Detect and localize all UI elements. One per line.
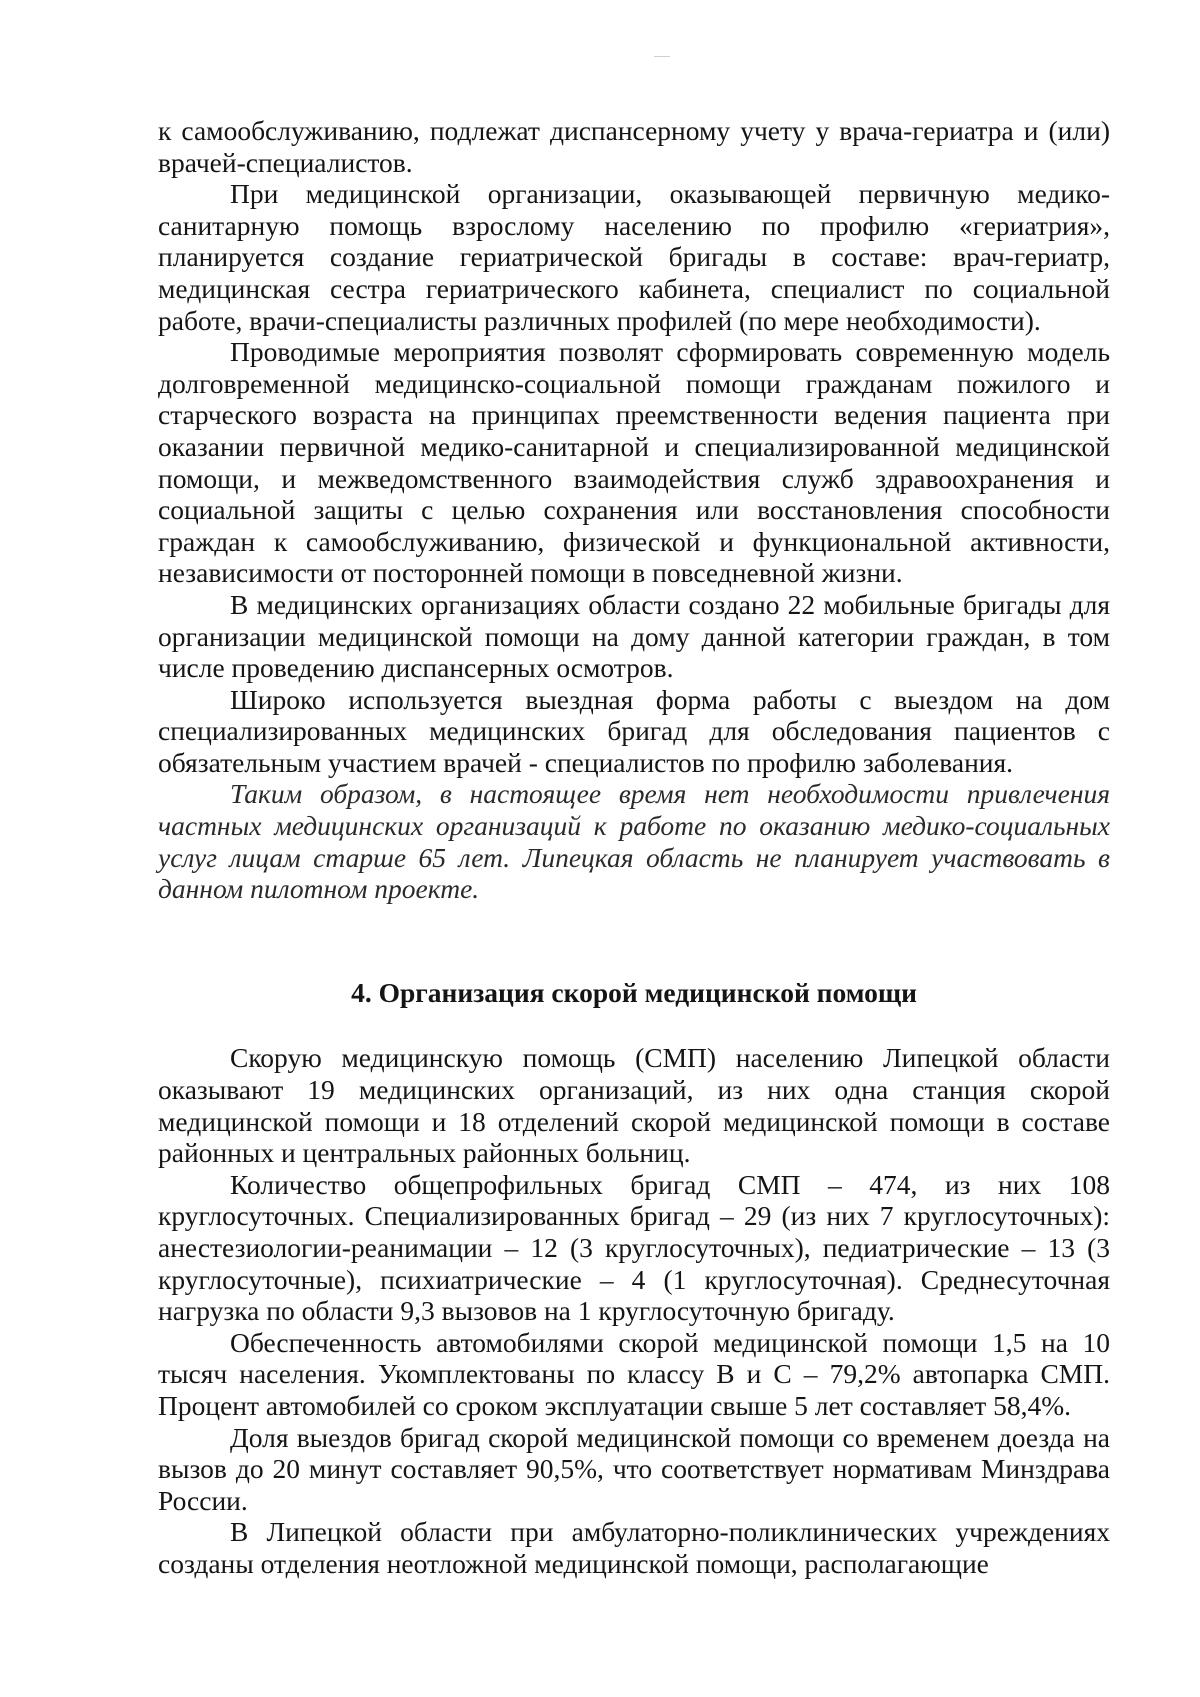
paragraph-measures: Проводимые мероприятия позволят сформировать современную модель долговременной медицинско-социальной помощи гражданам пожилого и старческого возраста на принципах преемственности ведения пациента при оказании первичной медико-санитарной и специализированной медицинской помощи, и межведомственного взаимодействия служб здравоохранения и социальной защиты с целью сохранения или восстановления способности граждан к самообслуживанию, физической и функциональной активности, независимости от посторонней помощи в повседневной жизни. xyxy=(158,336,1110,589)
paragraph-field-work: Широко используется выездная форма работы с выездом на дом специализированных медицинских бригад для обследования пациентов с обязательным участием врачей - специалистов по профилю заболевания. xyxy=(158,683,1110,778)
paragraph-smp-organizations: Скорую медицинскую помощь (СМП) населению Липецкой области оказывают 19 медицинских организаций, из них одна станция скорой медицинской помощи и 18 отделений скорой медицинской помощи в составе районных и центральных районных больниц. xyxy=(158,1042,1110,1169)
paragraph-smp-teams: Количество общепрофильных бригад СМП – 474, из них 108 круглосуточных. Специализированных бригад – 29 (из них 7 круглосуточных): анестезиологии-реанимации – 12 (3 круглосуточных), педиатрические – 13 (3 круглосуточные), психиатрические – 4 (1 круглосуточная). Среднесуточная нагрузка по области 9,3 вызовов на 1 круглосуточную бригаду. xyxy=(158,1168,1110,1327)
paragraph-continuation: к самообслуживанию, подлежат диспансерному учету у врача-гериатра и (или) врачей-специалистов. xyxy=(158,115,1110,178)
paragraph-smp-vehicles: Обеспеченность автомобилями скорой медицинской помощи 1,5 на 10 тысяч населения. Укомплектованы по классу В и С – 79,2% автопарка СМП. Процент автомобилей со сроком эксплуатации свыше 5 лет составляет 58,4%. xyxy=(158,1326,1110,1421)
paragraph-urgent-care: В Липецкой области при амбулаторно-поликлинических учреждениях созданы отделения неотложной медицинской помощи, располагающие xyxy=(158,1516,1110,1579)
page-mark xyxy=(654,56,670,57)
paragraph-smp-response-time: Доля выездов бригад скорой медицинской помощи со временем доезда на вызов до 20 минут составляет 90,5%, что соответствует нормативам Минздрава России. xyxy=(158,1421,1110,1516)
section-heading: 4. Организация скорой медицинской помощи xyxy=(351,976,917,1008)
paragraph-conclusion: Таким образом, в настоящее время нет необходимости привлечения частных медицинских организаций к работе по оказанию медико-социальных услуг лицам старше 65 лет. Липецкая область не планирует участвовать в данном пилотном проекте. xyxy=(158,778,1110,905)
document-page xyxy=(158,115,1110,1580)
paragraph-mobile-teams: В медицинских организациях области создано 22 мобильные бригады для организации медицинской помощи на дому данной категории граждан, в том числе проведению диспансерных осмотров. xyxy=(158,588,1110,684)
paragraph-geriatric-team: При медицинской организации, оказывающей первичную медико-санитарную помощь взрослому населению по профилю «гериатрия», планируется создание гериатрической бригады в составе: врач-гериатр, медицинская сестра гериатрического кабинета, специалист по социальной работе, врачи-специалисты различных профилей (по мере необходимости). xyxy=(158,178,1110,336)
